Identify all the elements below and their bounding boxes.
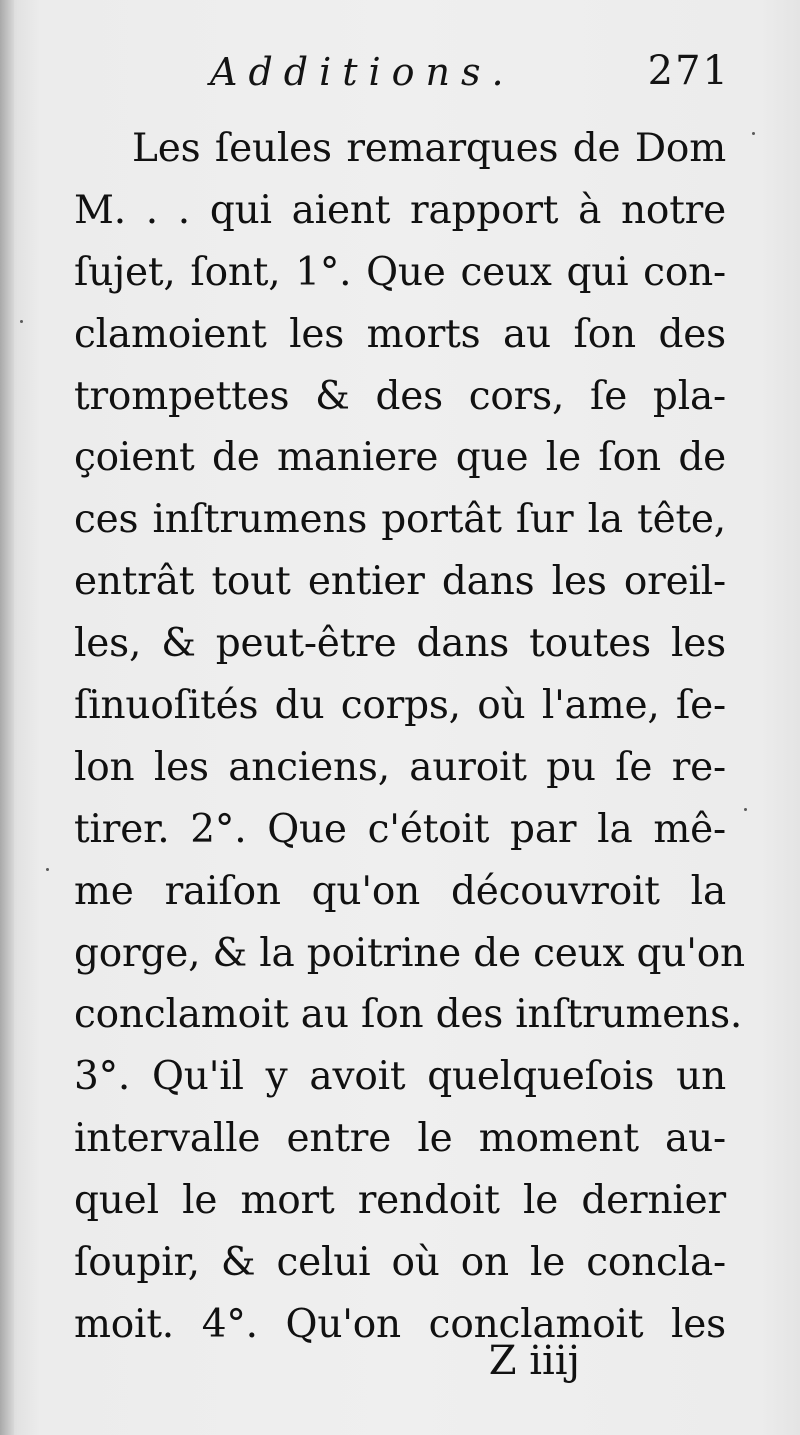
text-line: tirer. 2°. Que c'étoit par la mê- [74,806,726,852]
text-line: intervalle entre le moment au- [74,1116,726,1162]
text-line: ſinuoſités du corps, où l'ame, ſe- [74,683,726,729]
text-line: quel le mort rendoit le dernier [74,1178,726,1224]
text-line: 3°. Qu'il y avoit quelqueſois un [74,1054,726,1100]
text-line: moit. 4°. Qu'on conclamoit les [74,1301,726,1347]
ink-speck [20,320,23,323]
text-line: conclamoit au ſon des inſtrumens. [74,992,743,1038]
text-line: gorge, & la poitrine de ceux qu'on [74,930,745,976]
ink-speck [46,868,49,871]
ink-speck [744,808,747,811]
running-title: Additions. [210,50,515,94]
signature-mark: Z iiij [488,1338,580,1384]
text-line: ſoupir, & celui où on le concla- [74,1240,726,1286]
text-line: ſujet, ſont, 1°. Que ceux qui con- [74,249,726,295]
text-line: trompettes & des cors, ſe pla- [74,373,726,419]
page-gutter-shadow [0,0,14,1435]
text-line: Les ſeules remarques de Dom [132,126,726,171]
page-number: 271 [647,48,730,94]
text-line: les, & peut-être dans toutes les [74,621,726,667]
text-line: çoient de maniere que le ſon de [74,435,726,481]
page-header [210,40,730,110]
text-line: lon les anciens, auroit pu ſe re- [74,744,726,790]
ink-speck [752,132,755,135]
text-line: ces inſtrumens portât ſur la tête, [74,497,726,543]
text-line: entrât tout entier dans les oreil- [74,559,726,605]
text-line: M. . . qui aient rapport à notre [74,187,726,233]
text-line: me raiſon qu'on découvroit la [74,868,726,914]
body-paragraph [74,118,745,1356]
text-line: clamoient les morts au ſon des [74,311,726,357]
